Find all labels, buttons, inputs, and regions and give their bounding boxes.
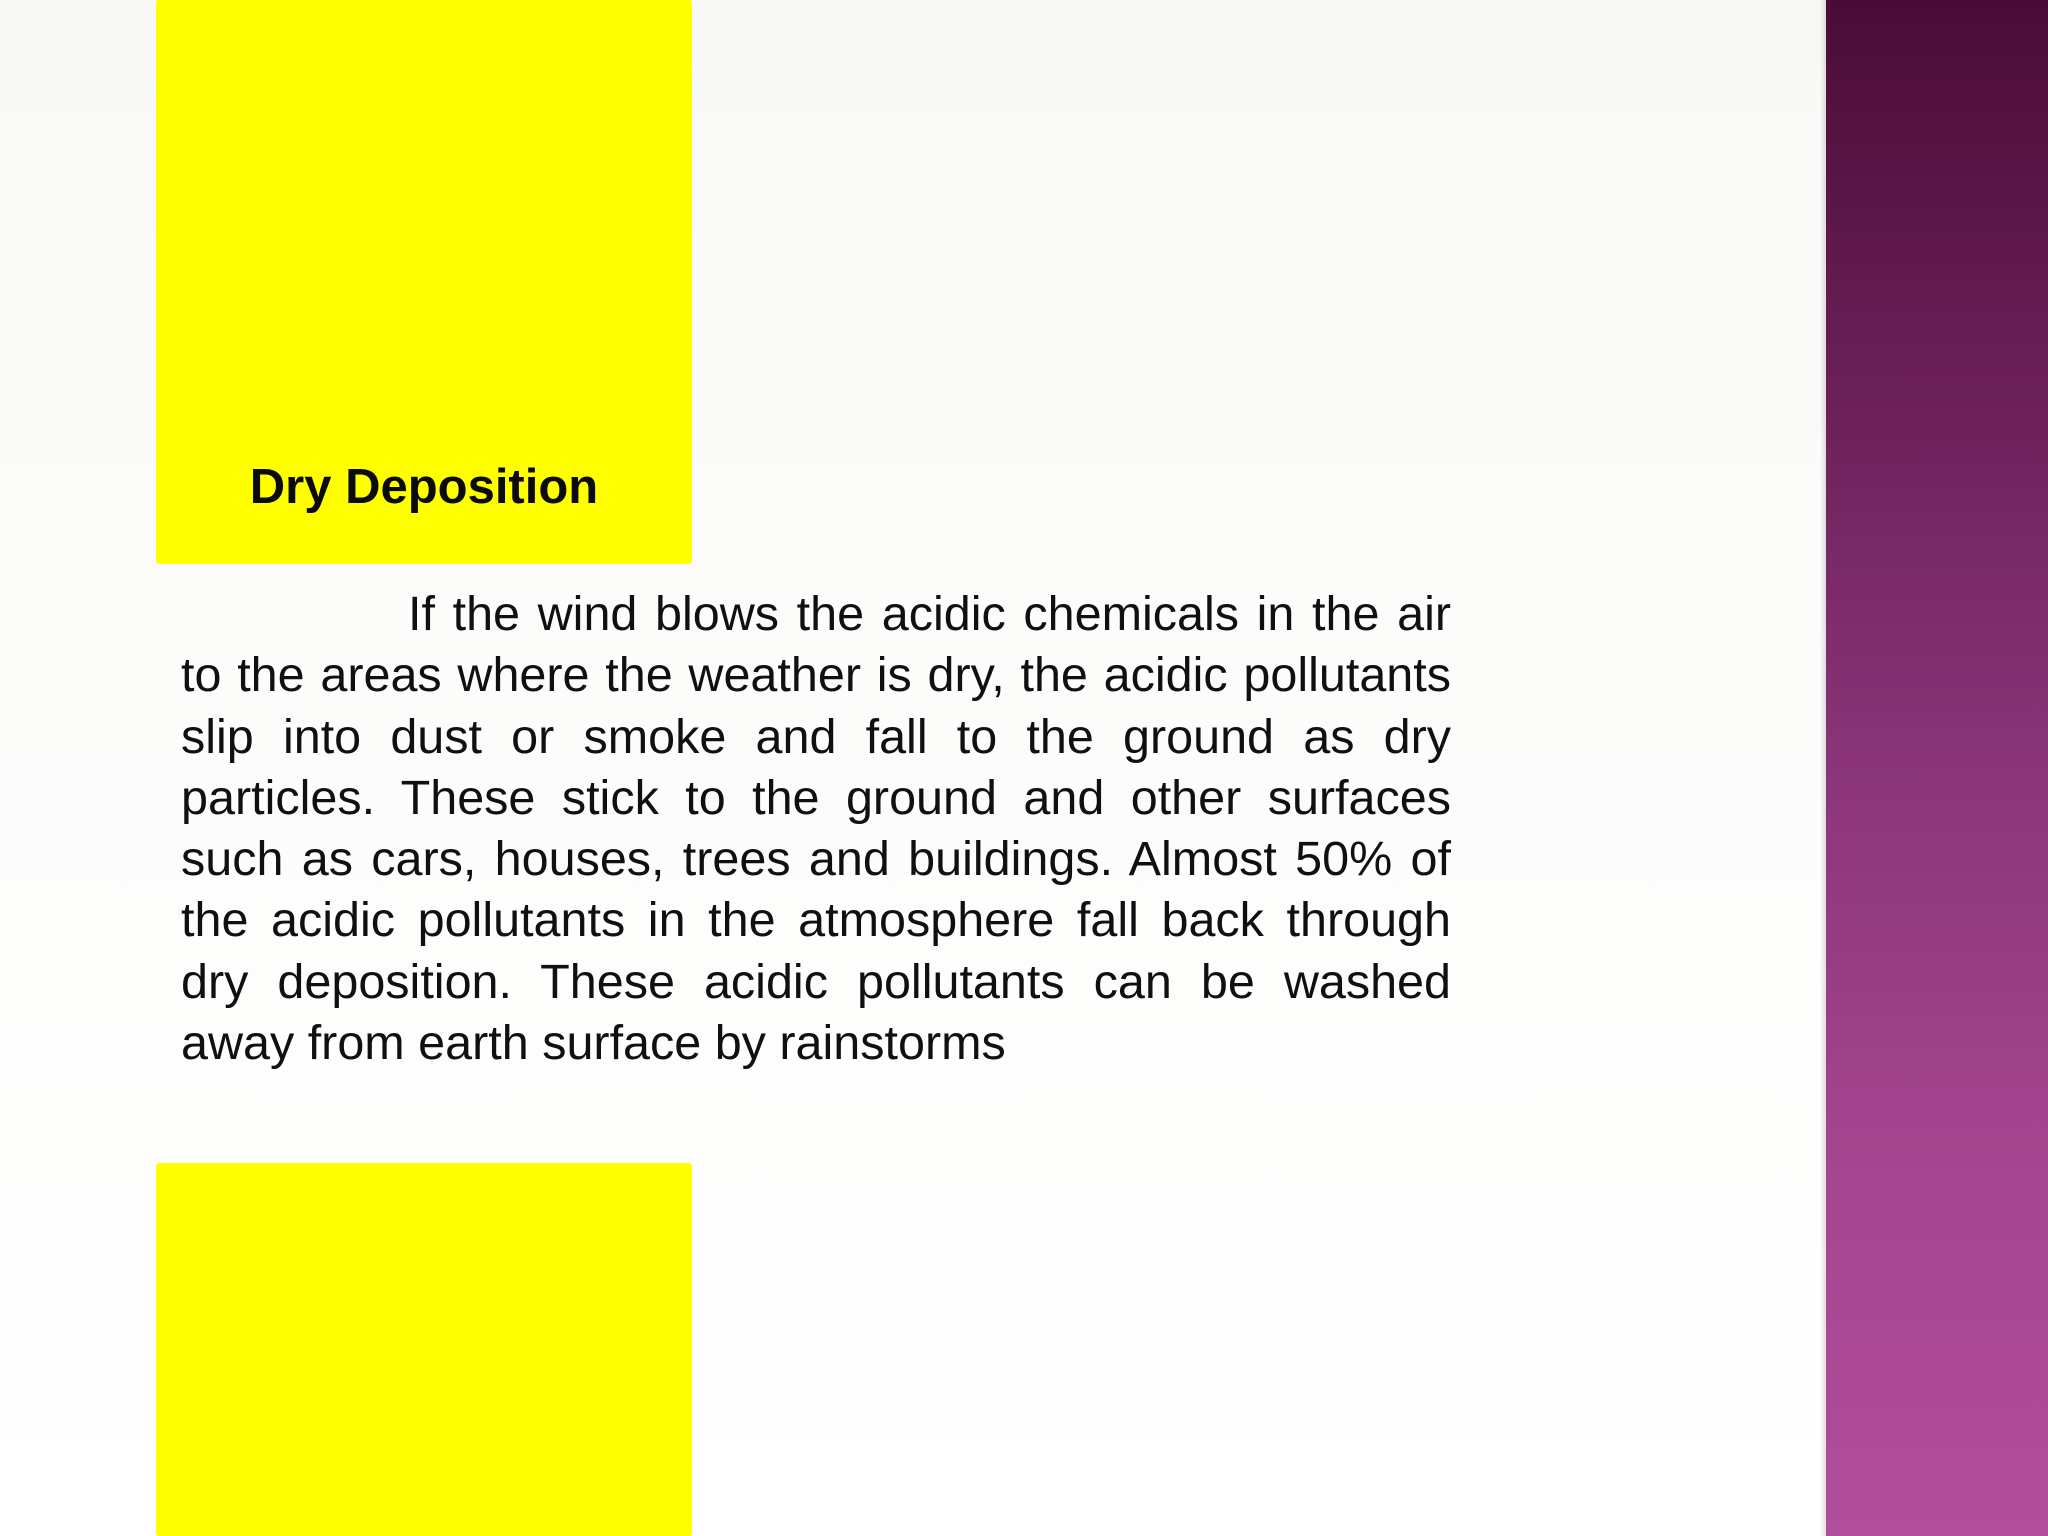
yellow-accent-block-bottom <box>156 1163 692 1536</box>
slide-body-text: If the wind blows the acidic chemicals in the air to the areas where the weather is dry, the acidic pollutants slip into dust or smoke and fall to the ground as dry particles. These stick to the ground and other surfaces such as cars, houses, trees and buildings. Almost 50% of the acidic pollutants in the atmosphere fall back through dry deposition. These acidic pollutants can be washed away from earth surface by rainstorms <box>181 587 1451 1071</box>
purple-side-band <box>1826 0 2048 1536</box>
slide-title: Dry Deposition <box>249 460 599 514</box>
